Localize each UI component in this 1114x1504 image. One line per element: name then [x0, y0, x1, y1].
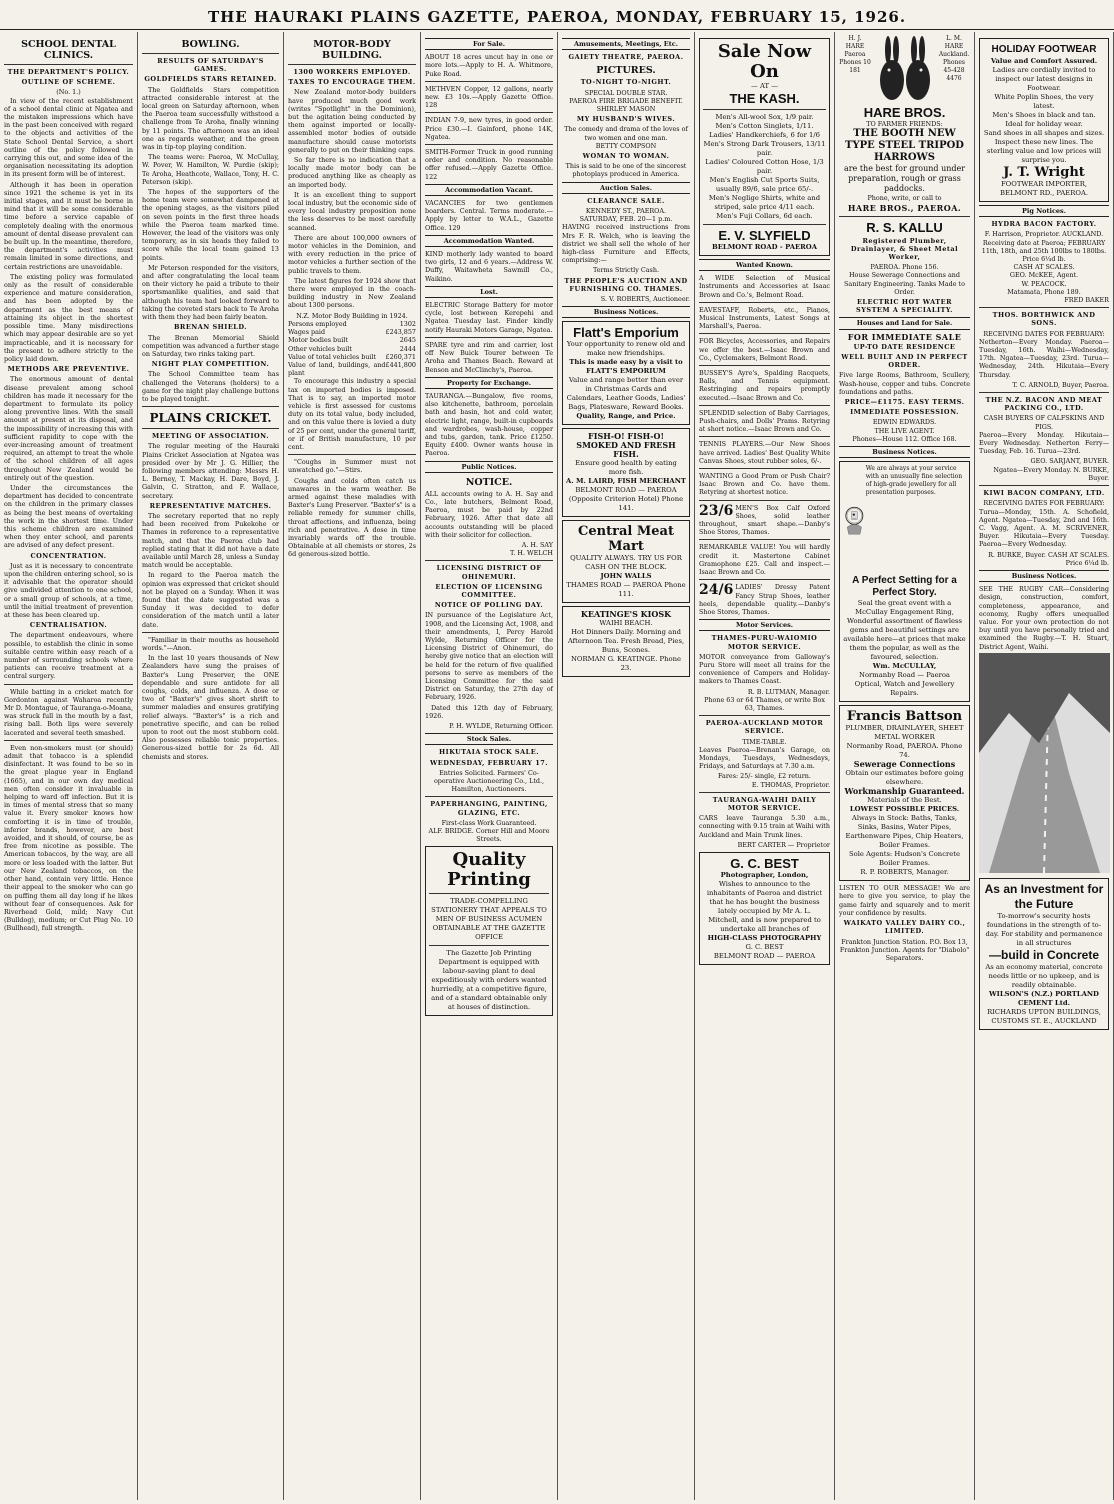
stock-title: HIKUTAIA STOCK SALE. — [439, 748, 539, 757]
battson-addr: Normanby Road, PAEROA. Phone 74. — [846, 742, 963, 760]
flatts-text: This is made easy by a visit to FLATT'S EMPORIUM — [569, 358, 683, 376]
pictures-title: PICTURES. — [596, 65, 656, 77]
column-classifieds — [421, 32, 558, 1500]
footwear-ad — [979, 38, 1109, 202]
article-paragraph: There are about 100,000 owners of motor vehicles in the Dominion, and with every reduction in the price of motor vehicles a further section of the public travels to them. — [288, 233, 416, 275]
fw-text: Ladies are cordially invited to inspect our latest designs in Footwear. — [992, 66, 1096, 92]
hydra-title: HYDRA BACON FACTORY. — [991, 220, 1097, 229]
sewer-sub: Obtain our estimates before going elsewhere. — [845, 769, 964, 787]
film-title: MY HUSBAND'S WIVES. — [576, 115, 676, 124]
motor-sub2: TAXES TO ENCOURAGE THEM. — [288, 78, 416, 87]
workman: Workmanship Guaranteed. — [844, 786, 965, 797]
article-paragraph: To encourage this industry a special tax on imported bodies is imposed. That is to say, an imported motor vehicle is first assessed for customs duty on its total value, body included, and on this value there is levied a duty of 25 per cent, under the general tariff, or if of British manufacture, 10 per cent. — [288, 377, 416, 451]
stats-value: 2444 — [399, 344, 416, 353]
house-price: PRICE—£1175. EASY TERMS. — [844, 398, 965, 407]
wilson-addr: RICHARDS UPTON BUILDINGS, CUSTOMS ST. E., AUCKLAND — [987, 1007, 1101, 1025]
special-star: SPECIAL DOUBLE STAR. — [584, 88, 668, 97]
stats-value: £243,857 — [385, 328, 416, 337]
kash-item: Men's Fuji Collars, 6d each. — [716, 212, 813, 220]
article-paragraph: It is an excellent thing to support local industry, but the economic side of every local industry proposition none the less deserves to be most carefully scanned. — [288, 190, 416, 232]
article-paragraph: New Zealand motor-body builders have produced much good work (writes "Spotlight" in the Dominion), but the agitation being conducted by them against imported or locally-assembled motor bodies of outside manufacture should cause motorists generally to put on their thinking caps. — [288, 88, 416, 154]
best-text: Wishes to announce to the inhabitants of Paeroa and district that he has bought the business lately occupied by Mr A. L. Mitchell, and is now prepared to undertake all branches of — [706, 879, 823, 933]
perfect-title: A Perfect Setting for a Perfect Story. — [852, 575, 957, 599]
peacock: W. PEACOCK. — [1021, 279, 1067, 288]
licensing-sub: NOTICE OF POLLING DAY. — [434, 601, 544, 610]
listen-text: LISTEN TO OUR MESSAGE! We are here to give you service, to play the game fairly and squarely and to merit your confidence by results. — [839, 884, 970, 917]
hydra-price: Price 6¼d lb. — [1022, 255, 1066, 264]
motor-body-title: MOTOR-BODY BUILDING. — [313, 39, 391, 61]
price-tag: 23/6 — [699, 502, 734, 519]
hare-sign: HARE BROS., PAEROA. — [847, 203, 962, 214]
classified-ad: KIND motherly lady wanted to board two girls, 12 and 6 years.—Address W. Duffy, Waitawheta Sawmill Co., Waikino. — [425, 250, 553, 283]
auction-heading: Auction Sales. — [562, 182, 690, 194]
kash-item: Men's Cotton Singlets, 1/11. — [715, 122, 814, 130]
stock-sales-heading: Stock Sales. — [425, 733, 553, 745]
stats-value: 2645 — [399, 336, 416, 345]
burke: Ngatea—Every Monday. N. BURKE, Buyer. — [993, 465, 1109, 482]
nz-bacon-sub: CASH BUYERS OF CALFSKINS AND PIGS. — [983, 414, 1105, 431]
benefit: PAEROA FIRE BRIGADE BENEFIT. — [569, 96, 683, 105]
bowling-sub2: GOLDFIELDS STARS RETAINED. — [144, 75, 277, 84]
star-name: BETTY COMPSON — [595, 141, 657, 150]
column-motor-body — [284, 32, 421, 1500]
article-paragraph: The existing policy was formulated only as the result of considerable experience and mature consideration, and has been adopted by the department as the best means of attaining its object in the shortest possible time. Many misdirections which may appear desirable are so yet impracticable, and it is necessary for the present to adhere strictly to the policy laid down. — [4, 272, 133, 363]
stats-label: Value of land, buildings, and plant — [288, 360, 386, 378]
central-title: Central Meat Mart — [578, 524, 674, 555]
article-paragraph: Although it has been in operation since 1921 the scheme is yet in its initial stages, and it must be borne in mind that it will be some considerable time before a service capable of completely dealing with the enormous amount of dental disease prevalent can be built up. In the meantime, therefore, the department's activities must remain limited in some directions, and certain restrictions are unavoidable. — [4, 180, 133, 271]
article-paragraph: In the last 10 years thousands of New Zealanders have sung the praises of Baxter's Lung Preserver, the ONE dependable and sure antidote for all coughs, colds, and influenza. A dose or two of "Baxter's" gives short shrift to summer maladies and ensures gratifying relief always. "Baxter's" is a rich and penetrative specific, and can be relied upon to root out the most stubborn cold. Also possesses reliable tonic properties. Generous-sized bottle for 2s 6d. All chemists and stores. — [142, 654, 279, 761]
wanted-item: SPLENDID selection of Baby Carriages, Push-chairs, and Dolls' Prams. Retyring at short notice.—Isaac Brown and Co. — [699, 408, 830, 434]
column-bowling — [138, 32, 284, 1500]
ring-head: We are always at your service with an unusually fine selection of high-grade jewellery for all presentation purposes. — [865, 465, 963, 497]
classified-ad: ABOUT 18 acres uncut hay in one or more lots.—Apply to H. A. Whitmore, Puke Road. — [425, 53, 553, 78]
auctioneer-sign: S. V. ROBERTS, Auctioneer. — [600, 295, 690, 304]
star-name: SHIRLEY MASON — [596, 105, 656, 114]
quote: "Coughs in Summer must not unwatched go."—Stirs. — [288, 458, 416, 475]
property-heading: Property for Exchange. — [425, 377, 553, 389]
stats-row — [288, 336, 416, 344]
column-school-dental — [0, 32, 138, 1500]
borthwick-title: THOS. BORTHWICK AND SONS. — [992, 311, 1096, 328]
best-hc: HIGH-CLASS PHOTOGRAPHY — [707, 933, 822, 942]
classified-ad: ELECTRIC Storage Battery for motor cycle, lost between Kerepehi and Ngatea Tuesday last. Finder kindly notify Hauraki Motors Garage, Ngatea. — [425, 301, 553, 334]
wanted-heading: Wanted Known. — [699, 259, 830, 271]
stats-label: Other vehicles built — [288, 344, 352, 353]
nz-bacon-dates: Paeroa—Every Monday. Hikutaia—Every Wednesday. Netherton Ferry—Tuesday, Feb. 16. Turua—23rd. — [979, 430, 1109, 456]
central-sub: QUALITY ALWAYS. TRY US FOR CASH ON THE BLOCK. — [570, 554, 682, 572]
materials: Materials of the Best. — [867, 796, 942, 805]
column-footwear — [975, 32, 1114, 1500]
classified-ad: INDIAN 7-9, new tyres, in good order. Price £30.—I. Gainford, phone 14K, Ngatea. — [425, 116, 553, 141]
article-paragraph: The department endeavours, where possible, to establish the clinic in some suitable centre within easy reach of a number of surrounding schools where patients can receive treatment at a central surgery. — [4, 631, 133, 681]
roberts: R. P. ROBERTS, Manager. — [860, 868, 949, 877]
best-addr: BELMONT ROAD — PAEROA — [713, 951, 816, 960]
brenan-heading: BRENAN SHIELD. — [173, 323, 248, 332]
licensing-text: IN pursuance of the Legislature Act, 1908, and the Licensing Act, 1908, and their amendments, I, Percy Harold Wylde, Returning Officer for the Licensing District of Ohinemuri, do hereby give notice that an election will be held for the return of five qualified persons to serve as members of the Licensing Committee for the said District on Saturday, the 27th day of February, 1926. — [425, 611, 553, 702]
central-sign: JOHN WALLS — [600, 572, 652, 581]
sale-title: Sale Now On — [717, 41, 812, 82]
kiwi-receiving: RECEIVING DATES FOR FEBRUARY: — [983, 499, 1105, 508]
immediate-sale: FOR IMMEDIATE SALE — [847, 331, 962, 342]
motor-service-title: TAURANGA-WAIHI DAILY MOTOR SERVICE. — [712, 795, 817, 812]
fw-item: Sand shoes in all shapes and sizes. — [983, 129, 1105, 137]
agent: EDWIN EDWARDS. — [872, 418, 937, 427]
hare-farm: TO FARMER FRIENDS: — [866, 120, 943, 128]
mccullay-sub: Optical, Watch and Jewellery Repairs. — [854, 680, 955, 698]
article-paragraph: The regular meeting of the Hauraki Plains Cricket Association at Ngatea was presided over by Mr J. G. Hillier, the following members attending: Messrs H. L. Berney, T. Mackay, H. Dare, Boyd, J. Galvin, C. Stratton, and F. Wallace, secretary. — [142, 442, 279, 500]
wanted-item: BUSSEY'S Ayre's, Spalding Racquets, Balls, and Tennis equipment. Restringing and repairs promptly executed.—Isaac Brown and Co. — [699, 369, 830, 402]
business-heading: Business Notices. — [979, 570, 1109, 582]
perfect-text: Seal the great event with a McCullay Engagement Ring, Wonderful assortment of flawless gems and beautiful settings are available here—at prices that make them the popular, as well as the favoured, selection. — [843, 599, 966, 662]
kallu-text: House Sewerage Connections and Sanitary Engineering. Tanks Made to Order. — [844, 271, 965, 296]
stock-text: Entries Solicited. Farmers' Co-operative Auctioneering Co., Ltd., Hamilton, Auctioneers. — [433, 768, 545, 794]
hare-bros-title: HARE BROS. — [863, 105, 946, 120]
night-play-heading: NIGHT PLAY COMPETITION. — [151, 360, 270, 369]
kash-item: Men's Neglige Shirts, white and striped, sale price 4/11 each. — [708, 194, 821, 211]
motor-service-sign: R. B. LUTMAN, Manager. — [747, 687, 830, 696]
kash-item: Ladies' Coloured Cotton Hose, 1/3 pair. — [705, 158, 824, 175]
well-built: WELL BUILT AND IN PERFECT ORDER. — [841, 353, 968, 370]
battson-sub: PLUMBER, DRAINLAYER, SHEET METAL WORKER — [845, 724, 964, 742]
receiving-dates: Netherton—Every Monday. Paeroa—Tuesday, 16th. Waihi—Wednesday, 17th. Ngatea—Tuesday, 23rd. Turua—Wednesday, 24th. Hikutaia—Every Thursday. — [979, 337, 1109, 379]
notice-text: ALL accounts owing to A. H. Say and Co., late butchers, Belmont Road, Paeroa, must be paid by 22nd February, 1926. After that date all accounts outstanding will be placed with their solicitor for collection. — [425, 489, 553, 539]
stats-row — [288, 320, 416, 328]
keatinge-title: KEATINGE'S KIOSK — [580, 609, 672, 620]
licensing-date: Dated this 12th day of February, 1926. — [425, 703, 553, 720]
motor-service-sign: BERT CARTER — Proprietor — [737, 840, 830, 849]
article-paragraph: Just as it is necessary to concentrate upon the children entering school, so is it advisable that the operator should give undivided attention to one school, or a small group of schools, at a time, until the initial treatment of prevention at these has been cleared up. — [4, 561, 133, 619]
nz-bacon-title: THE N.Z. BACON AND MEAT PACKING CO., LTD. — [985, 396, 1103, 413]
kash-ad — [699, 38, 830, 256]
motor-service-sign: E. THOMAS, Proprietor. — [751, 780, 830, 789]
film-desc: This is said to be one of the sincerest photoplays produced in America. — [565, 162, 687, 179]
licensing-title: LICENSING DISTRICT OF OHINEMURI. — [436, 564, 542, 581]
wanted-item: TENNIS PLAYERS.—Our New Shoes have arrived. Ladies' Best Quality White Canvas Shoes, stout rubber soles, 6/-. — [699, 440, 830, 465]
motor-sub1: 1300 WORKERS EMPLOYED. — [293, 68, 411, 76]
mccullay-addr: Normanby Road — Paeroa — [859, 671, 950, 680]
fw-sub: Value and Comfort Assured. — [990, 57, 1098, 65]
hare-tripod: THE BOOTH NEW TYPE STEEL TRIPOD HARROWS — [845, 128, 964, 164]
cricket-sub: MEETING OF ASSOCIATION. — [152, 432, 269, 441]
motor-service-text: CARS leave Tauranga 5.30 a.m., connecting with 9.15 train at Waihi with Auckland and Main Trunk lines. — [699, 814, 830, 839]
timetable: TIME-TABLE. — [742, 737, 787, 746]
pig-notices-heading: Pig Notices. — [979, 205, 1109, 217]
article-paragraph: The enormous amount of dental disease prevalent among school children has made it necessary for the department to formulate its policy along preventive lines. With the small amount at present at its disposal, and the impossibility of increasing this with sufficient rapidity to cope with the ever-increasing amount of treatment required, an attempt to treat the whole of the school children of all ages throughout New Zealand would be entirely out of the question. — [4, 375, 133, 482]
stats-table — [288, 320, 416, 377]
licensing-sub: ELECTION OF LICENSING COMMITTEE. — [435, 582, 543, 599]
article-paragraph: The teams were: Paeroa, W. McCullay, W. Pover, W. Hamilton, W. Purdie (skip); Te Aroha, Heathcote, Wallace, Tony, H. C. Peterson (skip). — [142, 153, 279, 186]
wanted-item: REMARKABLE VALUE! You will hardly credit it. Mastertone Cabinet Gramophone £25. Call and inspect.—Isaac Brown and Co. — [699, 543, 830, 577]
stats-label: Value of total vehicles built — [288, 352, 377, 361]
best-sign: G. C. BEST — [745, 942, 784, 951]
stats-label: Wages paid — [288, 328, 326, 337]
stats-label: Persons employed — [288, 319, 347, 328]
rugby-text: SEE THE RUGBY CAR—Considering design, construction, comfort, completeness, appearance, and economy, Rugby offers unequalled value. For your own protection do not buy until you have personally tried and examined the Rugby.—T. H. Stuart, District Agent, Waihi. — [979, 585, 1109, 651]
paper-text: First-class Work Guaranteed. — [441, 818, 537, 827]
flatts-foot: Quality, Range, and Price. — [576, 412, 676, 421]
article-paragraph: In regard to the Paeroa match the opinion was expressed that cricket should not be played on a Sunday. When it was found that the date suggested was a Sunday it was decided to defer consideration of the match until a later date. — [142, 571, 279, 629]
terms: Terms Strictly Cash. — [593, 266, 659, 275]
paper-title: PAPERHANGING, PAINTING, GLAZING, ETC. — [430, 800, 548, 817]
article-paragraph: Even non-smokers must (or should) admit that tobacco is a splendid disinfectant. It was found to be so in the great plague year in England (1665), and in our own day medical men often consider it invaluable in helping to ward off infection. But it is in times of mental stress that so many value it. Every smoker knows how comforting it is in time of trouble, inferior brands, however, are best avoided, and it should, of course, be as free from nicotine as possible. The American tobaccos, by the way, are all more or less loaded with the latter. But our New Zealand tobaccos, on the other hand, contain very little. Hence their appeal to the smoker who can go on puffing them all day long if he likes without fear of consequences. Ask for Riverhead Gold, mild; Navy Cut (Bulldog), medium; or Cut Plug No. 10 (Bullhead), full strength. — [4, 743, 133, 933]
keatinge-sign: NORMAN G. KEATINGE. Phone 23. — [570, 655, 682, 673]
notice-sign: A. H. SAY — [521, 540, 553, 549]
article-paragraph: In view of the recent establishment of a school dental clinic at Ngatea and the mistaken impressions which have in the past been conceived with regard to the objects and activities of the State School Dental Service, a short outline of the policy followed in carrying this out, and some idea of the organisation necessitating its adoption in its present form will be of interest. — [4, 96, 133, 179]
acc-vacant-heading: Accommodation Vacant. — [425, 184, 553, 196]
wanted-item: LADIES' Dressy Patent Fancy Strap Shoes, leather heels, dependable quality.—Danby's Shoe Stores, Thames. — [699, 583, 830, 616]
article-paragraph: Mr Peterson responded for the visitors, and after congratulating the local team on their victory he paid a tribute to their sportsmanlike qualities, and said that although his team had looked forward to taking the coveted stars back to Te Aroha with them they had been fairly beaten. — [142, 263, 279, 322]
classified-ad: TAURANGA.—Bungalow, five rooms, also kitchenette, bathroom, porcelain bath and basin, hot and cold water, electric light, range, built-in cupboards and wardrobes, wash-house, copper and tubs, garden, tank. Price £1250. Equity £400. Owner wants house in Paeroa. — [425, 391, 553, 458]
article-paragraph: The secretary reported that no reply had been received from Pukekohe or Thames in reference to a representative match, and that the Paeroa club had replied stating that it did not have a date available until March 28, unless a Sunday match would be acceptable. — [142, 511, 279, 570]
slyfield-addr: BELMONT ROAD - PAEROA — [712, 243, 817, 251]
battson-ad — [839, 705, 970, 881]
kallu-sub: Registered Plumber, Drainlayer, & Sheet Metal Worker, — [850, 236, 959, 262]
upto-date: UP-TO DATE RESIDENCE — [853, 342, 956, 351]
hare-foot: Phone, write, or call to — [867, 194, 942, 203]
dept-policy-sub: THE DEPARTMENT'S POLICY. — [7, 68, 130, 76]
wilson: WILSON'S (N.Z.) PORTLAND CEMENT Ltd. — [989, 989, 1099, 1007]
business-heading: Business Notices. — [839, 446, 970, 458]
concentration-heading: CONCENTRATION. — [30, 551, 107, 560]
stats-title: N.Z. Motor Body Building in 1924. — [296, 311, 408, 320]
concrete-text: As an economy material, concrete needs little or no upkeep, and is readily obtainable. — [985, 962, 1103, 989]
kiwi-sign: R. BURKE, Buyer. CASH AT SCALES. Price 6¼d lb. — [988, 550, 1109, 567]
motor-service-text: Leaves Paeroa—Brenan's Garage, on Mondays, Tuesdays, Wednesdays, Fridays, and Saturdays at 7.30 a.m. — [699, 745, 830, 771]
agent2: THE LIVE AGENT. — [874, 426, 935, 435]
school-dental-title: SCHOOL DENTAL CLINICS. — [21, 39, 116, 61]
wright-sub: FOOTWEAR IMPORTER, BELMONT RD., PAEROA. — [999, 180, 1089, 197]
clearance-title: CLEARANCE SALE. — [587, 196, 665, 205]
wanted-item: EAVESTAFF, Roberts, etc., Pianos, Musical Instruments, Latest Songs at Marshall's, Paeroa. — [699, 305, 830, 331]
motor-service-title: THAMES-PURU-WAIOMIO MOTOR SERVICE. — [711, 634, 818, 651]
battson-title: Francis Battson — [846, 709, 963, 725]
fw-item: White Poplin Shoes, the very latest. — [994, 93, 1094, 110]
agents: Sole Agents: Hudson's Concrete Boiler Frames. — [848, 850, 961, 868]
baker: FRED BAKER — [1064, 296, 1109, 305]
listen-sign: WAIKATO VALLEY DAIRY CO., LIMITED. — [843, 919, 966, 936]
kallu-title: R. S. KALLU — [866, 219, 943, 235]
for-sale-heading: For Sale. — [425, 38, 553, 50]
peacock-addr: Matamata, Phone 189. — [1007, 287, 1081, 296]
motor-services-heading: Motor Services. — [699, 619, 830, 631]
amusements-heading: Amusements, Meetings, Etc. — [562, 38, 690, 50]
invest-title: As an Investment for the Future — [984, 881, 1104, 911]
central-addr: THAMES ROAD — PAEROA Phone 111. — [566, 581, 686, 599]
clearance-date: SATURDAY, FEB. 20—1 p.m. — [579, 215, 673, 224]
article-paragraph: While batting in a cricket match for Gordonton against Waharoa recently Mr D. Montague, of Tauranga-o-Moana, was struck full in the mouth by a fast, rising ball. Both lips were severely lacerated and several teeth smashed. — [4, 687, 133, 737]
stock: Always in Stock: Baths, Tanks, Sinks, Basins, Water Pipes, Earthenware Pipes, Chip Heaters, Boiler Frames. — [845, 814, 964, 850]
article-paragraph: The Goldfields Stars competition attracted considerable interest at the local green on Saturday afternoon, when the Paeroa team successfully withstood a challenge from Te Aroha, finally winning by 11 points. The afternoon was an ideal one as regards weather, and the green was in tip-top playing condition. — [142, 85, 279, 152]
stats-value: 1302 — [399, 319, 416, 328]
article-paragraph: The School Committee team has challenged the Veterans (holders) to a game for the night play challenge buttons to be played tonight. — [142, 370, 279, 403]
keatinge-text: Hot Dinners Daily. Morning and Afternoon Tea. Fresh Bread, Pies, Buns, Scones. — [567, 628, 685, 655]
quote: "Familiar in their mouths as household words."—Anon. — [142, 635, 279, 652]
hare-right-info: L. M. HARE Auckland. Phones 45-428 4476 — [938, 35, 970, 82]
kash-item: Men's English Cut Sports Suits, usually 89/6, sale price 65/-. — [709, 176, 820, 193]
bowling-sub1: RESULTS OF SATURDAY'S GAMES. — [157, 57, 264, 74]
cricket-title: PLAINS CRICKET. — [149, 411, 272, 426]
tonight: TO-NIGHT TO-NIGHT. — [580, 78, 672, 87]
stats-row — [288, 361, 416, 377]
footwear-title: HOLIDAY FOOTWEAR — [991, 44, 1097, 55]
best-sub: Photographer, London, — [720, 870, 809, 879]
kiwi-title: KIWI BACON COMPANY, LTD. — [983, 489, 1105, 498]
stats-row — [288, 345, 416, 353]
part-number: (No. 1.) — [56, 88, 81, 97]
classified-ad: SMITH-Former Truck in good running order and condition. No reasonable offer refused.—Apply Gazette Office. 122 — [425, 148, 553, 181]
column-hare — [835, 32, 975, 1500]
possession: IMMEDIATE POSSESSION. — [850, 408, 959, 417]
lost-heading: Lost. — [425, 286, 553, 298]
hydra-sub: F. Harrison, Proprietor. AUCKLAND. — [984, 230, 1104, 239]
hare-sub: are the best for ground under preparation, rough or grass paddocks. — [843, 164, 966, 194]
stats-row — [288, 328, 416, 336]
classified-ad: SPARE tyre and rim and carrier, lost off New Buick Tourer between Te Aroha and Thames Beach. Reward at Benson and McClinchy's, Paeroa. — [425, 340, 553, 374]
notice-title: NOTICE. — [465, 476, 513, 488]
ring-illustration — [843, 465, 866, 575]
house-text: Five large Rooms, Bathroom, Scullery, Wash-house, copper and tubs. Concrete foundations and paths. — [839, 371, 970, 396]
outline-sub: OUTLINE OF SCHEME. — [21, 78, 116, 87]
best-ad — [699, 852, 830, 965]
fw-item: Inspect these new lines. The sterling value and low prices will surprise you. — [986, 138, 1102, 164]
sewer: Sewerage Connections — [853, 759, 956, 770]
motor-service-text: MOTOR conveyance from Galloway's Puru Store will meet all trains for the convenience of Campers and Holiday-makers to Thames Coast. — [699, 652, 830, 686]
kash-item: Men's Strong Dark Trousers, 13/11 pair. — [703, 140, 826, 157]
notice-sign: T. H. WELCH — [510, 549, 553, 558]
wright-name: J. T. Wright — [1003, 165, 1085, 180]
sarjant: GEO. SARJANT, BUYER. — [1030, 457, 1109, 466]
acc-wanted-heading: Accommodation Wanted. — [425, 235, 553, 247]
hydra-text: Receiving date at Paeroa; FEBRUARY 11th, 18th, and 25th 100lbs to 180lbs. — [981, 238, 1107, 255]
classified-ad: METHVEN Copper, 12 gallons, nearly new. £3 10s.—Apply Gazette Office. 128 — [425, 84, 553, 110]
wanted-item: MEN'S Box Calf Oxford Shoes, solid leather throughout, smart shape.—Danby's Shoe Stores, Thames. — [699, 503, 830, 537]
article-paragraph: Coughs and colds often catch us unawares in the warm weather. Be armed against these maladies with Baxter's Lung Preserver. "Baxter's" is a reliable remedy for summer chills, throat affections, and influenza, being rich and penetrative. A dose in time invariably wards off the trouble. Obtainable at all chemists or stores, 2s 6d generous-sized bottle. — [288, 476, 416, 559]
fish-ad — [562, 428, 690, 517]
kiwi-dates: Turua—Monday, 15th. A. Schofield, Agent. Ngatea—Tuesday, 2nd and 16th. C. Vagg, Agent. A. M. SCRIVENER, Buyer. Hikutaia—Every Tuesday. Paeroa—Every Wednesday. — [979, 507, 1109, 549]
qp-foot: The Gazette Job Printing Department is equipped with labour-saving plant to deal expeditiously with orders wanted hurriedly, at a competitive figure, and of a standard obtainable only at houses of distinction. — [431, 949, 547, 1012]
central-meat-ad — [562, 520, 690, 603]
stock-date: WEDNESDAY, FEBRUARY 17. — [429, 758, 549, 767]
article-paragraph: So far there is no indication that a locally made motor body can be produced anything like as cheaply as an imported body. — [288, 156, 416, 189]
film-title: WOMAN TO WOMAN. — [582, 152, 670, 161]
lowest: LOWEST POSSIBLE PRICES. — [849, 805, 960, 814]
listen-addr: Frankton Junction Station. P.O. Box 13, Frankton Junction. Agents for "Diabolo" Separators. — [839, 937, 970, 962]
flatts-ad — [562, 321, 690, 425]
keatinge-ad — [562, 606, 690, 677]
fish-sign: A. M. LAIRD, FISH MERCHANT — [566, 477, 686, 486]
price-tag: 24/6 — [699, 582, 734, 599]
kallu-elec: ELECTRIC HOT WATER SYSTEM A SPECIALITY. — [856, 298, 953, 315]
wanted-item: FOR Bicycles, Accessories, and Repairs we offer the best.—Isaac Brown and Co., Cyclemakers, Belmont Road. — [699, 337, 830, 362]
film-desc: The comedy and drama of the loves of two women and one man. — [564, 125, 688, 142]
flatts-title: Flatt's Emporium — [573, 325, 679, 341]
licensing-sign: P. H. WYLDE, Returning Officer. — [449, 722, 553, 731]
houses-heading: Houses and Land for Sale. — [839, 317, 970, 329]
kash-name: THE KASH. — [729, 91, 800, 106]
fish-addr: BELMONT ROAD — PAEROA (Opposite Criterion Hotel) Phone 141. — [568, 486, 684, 513]
receiving: RECEIVING DATES FOR FEBRUARY: — [983, 329, 1105, 338]
fw-item: Men's Shoes in black and tan. Ideal for holiday wear. — [992, 111, 1096, 128]
best-title: G. C. BEST — [730, 855, 799, 871]
stats-value: £260,371 — [385, 352, 416, 361]
kallu-addr: PAEROA. Phone 156. — [870, 263, 939, 272]
slyfield: E. V. SLYFIELD — [718, 228, 811, 243]
keatinge-addr: WAIHI BEACH. — [599, 619, 653, 628]
clearance-text: HAVING received instructions from Mrs F. R. Welch, who is leaving the district we shall sell the whole of her high-class Furniture and Effects, comprising:— — [562, 223, 690, 265]
geo-agent: GEO. McKEE, Agent. — [1009, 271, 1079, 280]
methods-heading: METHODS ARE PREVENTIVE. — [7, 365, 130, 374]
concrete-ad — [979, 878, 1109, 1030]
stats-row — [288, 353, 416, 361]
fish-sub: Ensure good health by eating more fish. — [575, 459, 677, 477]
column-kash — [695, 32, 835, 1500]
column-amusements — [558, 32, 695, 1500]
public-notices-heading: Public Notices. — [425, 461, 553, 473]
concrete-title: —build in Concrete — [988, 947, 1099, 962]
motor-service-phone: Phone 63 or 64 Thames, or write Box 63, Thames. — [704, 695, 825, 712]
gaiety-title: GAIETY THEATRE, PAEROA. — [568, 53, 684, 62]
qp-text: TRADE-COMPELLING STATIONERY THAT APPEALS TO MEN OF BUSINESS ACUMEN OBTAINABLE AT THE GAZETTE OFFICE — [431, 897, 547, 942]
clearance-address: KENNEDY ST., PAEROA. — [585, 207, 667, 216]
quality-printing-ad — [425, 846, 553, 1016]
article-paragraph: Under the circumstances the department has decided to concentrate on the children in the primary classes as being the best means of overtaking the work in the shortest time. Under this scheme children are examined when they enter school, and parents are advised of any defect present. — [4, 483, 133, 550]
road-illustration — [979, 653, 1110, 873]
masthead: THE HAURAKI PLAINS GAZETTE, PAEROA, MONDAY, FEBRUARY 15, 1926. — [0, 0, 1114, 30]
cash-scales: CASH AT SCALES. — [1013, 263, 1075, 272]
rep-matches-heading: REPRESENTATIVE MATCHES. — [149, 501, 272, 510]
mccullay-name: Wm. McCULLAY, — [872, 662, 937, 671]
fares: Fares: 25/- single, £2 return. — [718, 772, 811, 781]
stats-value: £441,800 — [385, 360, 416, 369]
arnold: T. C. ARNOLD, Buyer, Paeroa. — [1012, 380, 1109, 389]
stats-label: Motor bodies built — [288, 336, 348, 345]
wanted-item: A WIDE Selection of Musical Instruments and Accessories at Isaac Brown and Co.'s, Belmont Road. — [699, 274, 830, 299]
kash-item: Ladies' Handkerchiefs, 6 for 1/6 — [709, 131, 820, 139]
wanted-item: WANTING a Good Pram or Push Chair? Isaac Brown and Co. have them. Retyring at shortest notice. — [699, 472, 830, 497]
invest-text: To-morrow's security hosts foundations in the strength of to-day. For stability and permanence in all structures — [985, 911, 1103, 947]
kash-item: Men's All-wool Sox, 1/9 pair. — [715, 113, 814, 121]
business-heading: Business Notices. — [562, 306, 690, 318]
hares-illustration — [872, 35, 938, 105]
agent-phone: Phones—House 112. Office 168. — [852, 434, 957, 443]
qp-title: Quality Printing — [447, 849, 531, 891]
flatts-list: Value and range better than ever in Christmas Cards and Calendars, Leather Goods, Ladies' Bags, Platesware, Reward Books. — [566, 376, 686, 412]
article-paragraph: The latest figures for 1924 show that there were employed in the coach-building industry in New Zealand about 1300 persons. — [288, 276, 416, 310]
flatts-sub: Your opportunity to renew old and make new friendships. — [566, 340, 686, 358]
article-paragraph: The Brenan Memorial Shield competition was advanced a further stage on Saturday, two rinks taking part. — [142, 333, 279, 358]
centralisation-heading: CENTRALISATION. — [29, 621, 108, 630]
classified-ad: VACANCIES for two gentlemen boarders. Central. Terms moderate.—Apply by letter to W.A.L., Gazette Office. 129 — [425, 199, 553, 232]
hare-left-info: H. J. HARE Paeroa Phones 10 181 — [839, 35, 871, 74]
fish-title: FISH-O! FISH-O! SMOKED AND FRESH FISH. — [576, 431, 676, 460]
motor-service-title: PAEROA-AUCKLAND MOTOR SERVICE. — [705, 719, 824, 736]
paper-sign: ALF. BRIDGE. Corner Hill and Moore Streets. — [428, 827, 550, 844]
auctioneer-co: THE PEOPLE'S AUCTION AND FURNISHING CO. THAMES. — [564, 276, 688, 293]
bowling-title: BOWLING. — [181, 39, 240, 50]
article-paragraph: The hopes of the supporters of the home team were somewhat dampened at the opening stages, as the visitors piled on seven points in the first three heads while the Paeroa team marked time. However, the lead of the visitors was only temporary, as in six heads they failed to score while the local team gained 13 points. — [142, 188, 279, 262]
sale-at: — AT — — [751, 82, 778, 90]
mccullay-ad — [839, 461, 970, 702]
